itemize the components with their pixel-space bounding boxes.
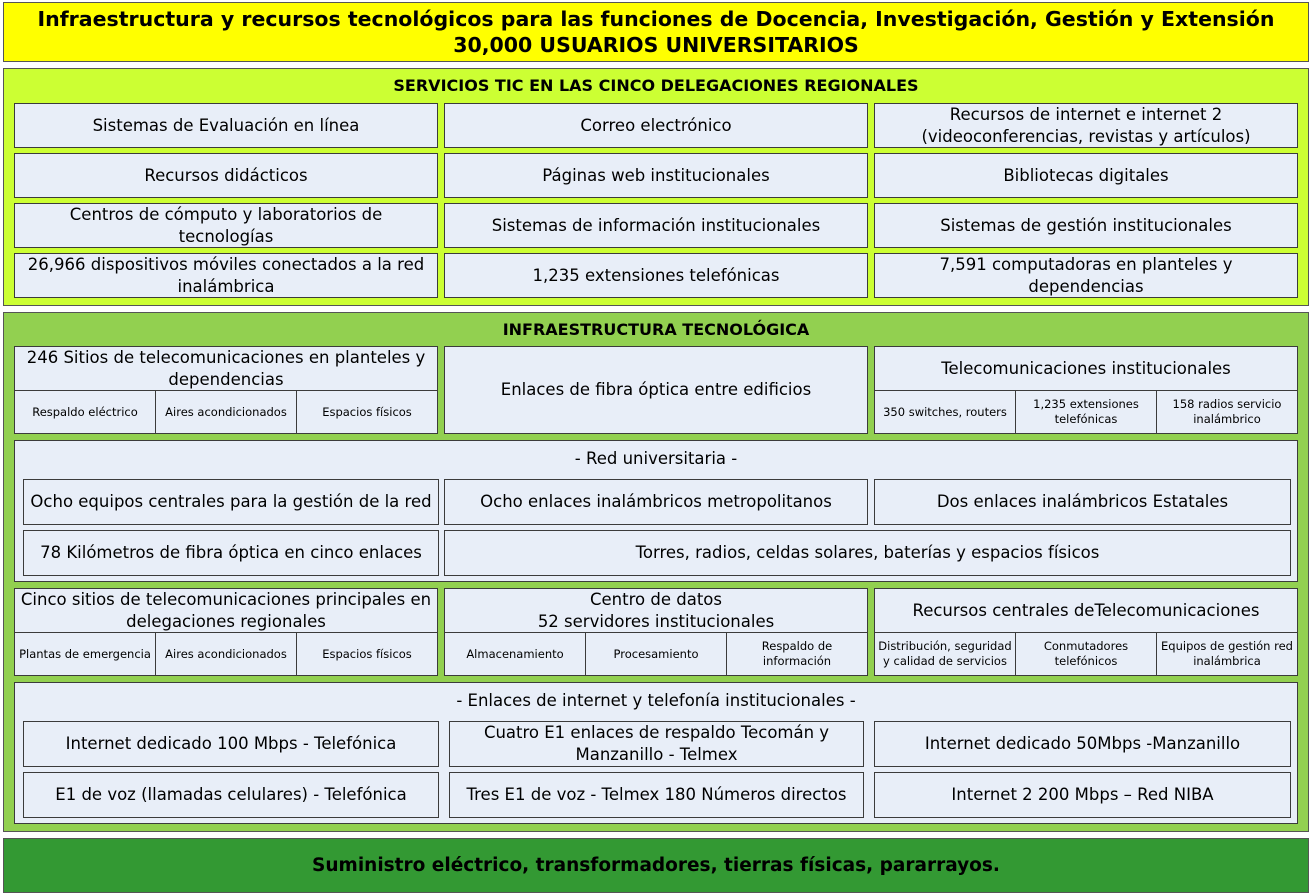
header-title: Infraestructura y recursos tecnológicos para las funciones de Docencia, Investigación, Gestión y Extensión: [37, 7, 1275, 31]
internet-links-title: - Enlaces de internet y telefonía institucionales -: [456, 691, 856, 710]
telecom-sub-item: 1,235 extensiones telefónicas: [1015, 391, 1156, 433]
main-sites-sub-item: Aires acondicionados: [155, 633, 296, 675]
sites-subrow: [15, 390, 437, 433]
internet-link-item: Internet 2 200 Mbps – Red NIBA: [874, 772, 1291, 818]
service-box: Sistemas de Evaluación en línea: [14, 103, 438, 148]
service-box: Correo electrónico: [444, 103, 868, 148]
telecom-subrow: [875, 390, 1297, 433]
central-resources-sub-item: Conmutadores telefónicos: [1015, 633, 1156, 675]
services-section: [3, 68, 1309, 306]
sites-panel: [14, 346, 438, 434]
power-supply-text: Suministro eléctrico, transformadores, tierras físicas, pararrayos.: [312, 855, 1000, 876]
service-box: Páginas web institucionales: [444, 153, 868, 198]
main-sites-sub-item: Plantas de emergencia: [19, 646, 151, 661]
service-box: Bibliotecas digitales: [874, 153, 1298, 198]
central-resources-panel: [874, 588, 1298, 676]
main-sites-subrow: [15, 632, 437, 675]
sites-title: 246 Sitios de telecomunicaciones en planteles y dependencias: [26, 348, 426, 389]
central-resources-sub-item: Equipos de gestión red inalámbrica: [1156, 633, 1297, 675]
datacenter-panel: [444, 588, 868, 676]
service-box: Recursos didácticos: [14, 153, 438, 198]
internet-links-group: [14, 682, 1298, 824]
main-sites-sub-item: Espacios físicos: [296, 633, 437, 675]
network-item: Dos enlaces inalámbricos Estatales: [874, 479, 1291, 525]
power-supply-banner: [3, 838, 1309, 893]
datacenter-sub-item: Respaldo de información: [726, 633, 867, 675]
network-group: [14, 440, 1298, 582]
internet-link-item: E1 de voz (llamadas celulares) - Telefónica: [23, 772, 439, 818]
datacenter-subrow: [445, 632, 867, 675]
internet-link-item: Internet dedicado 50Mbps -Manzanillo: [874, 721, 1291, 767]
telecom-sub-item: 350 switches, routers: [883, 404, 1007, 419]
network-item: Torres, radios, celdas solares, baterías y espacios físicos: [444, 530, 1291, 576]
telecom-title: Telecomunicaciones institucionales: [941, 359, 1231, 378]
header-users: 30,000 USUARIOS UNIVERSITARIOS: [453, 33, 859, 57]
infrastructure-title: INFRAESTRUCTURA TECNOLÓGICA: [502, 320, 810, 339]
service-box: Sistemas de información institucionales: [444, 203, 868, 248]
network-item: Ocho equipos centrales para la gestión de la red: [23, 479, 439, 525]
infrastructure-section: [3, 312, 1309, 832]
service-box: 26,966 dispositivos móviles conectados a la red inalámbrica: [14, 253, 438, 298]
internet-link-item: Cuatro E1 enlaces de respaldo Tecomán y Manzanillo - Telmex: [449, 721, 864, 767]
central-resources-title: Recursos centrales deTelecomunicaciones: [912, 601, 1260, 620]
network-item: Ocho enlaces inalámbricos metropolitanos: [444, 479, 868, 525]
main-sites-panel: [14, 588, 438, 676]
service-box: 7,591 computadoras en planteles y dependencias: [874, 253, 1298, 298]
datacenter-sub-item: Procesamiento: [585, 633, 726, 675]
internet-link-item: Internet dedicado 100 Mbps - Telefónica: [23, 721, 439, 767]
datacenter-title-line1: Centro de datos: [590, 590, 722, 609]
service-box: Sistemas de gestión institucionales: [874, 203, 1298, 248]
telecom-panel: [874, 346, 1298, 434]
service-box: 1,235 extensiones telefónicas: [444, 253, 868, 298]
service-box: Recursos de internet e internet 2 (videoconferencias, revistas y artículos): [874, 103, 1298, 148]
telecom-sub-item: 158 radios servicio inalámbrico: [1156, 391, 1297, 433]
network-item: 78 Kilómetros de fibra óptica en cinco enlaces: [23, 530, 439, 576]
datacenter-title: [445, 589, 867, 633]
sites-sub-item: Espacios físicos: [296, 391, 437, 433]
services-title: SERVICIOS TIC EN LAS CINCO DELEGACIONES REGIONALES: [393, 76, 919, 95]
sites-sub-item: Respaldo eléctrico: [32, 404, 138, 419]
datacenter-sub-item: Almacenamiento: [466, 646, 564, 661]
central-resources-sub-item: Distribución, seguridad y calidad de servicios: [878, 639, 1012, 668]
internet-link-item: Tres E1 de voz - Telmex 180 Números directos: [449, 772, 864, 818]
datacenter-title-line2: 52 servidores institucionales: [537, 612, 775, 631]
header-banner: [3, 2, 1309, 62]
central-resources-subrow: [875, 632, 1297, 675]
service-box: Centros de cómputo y laboratorios de tecnologías: [14, 203, 438, 248]
sites-sub-item: Aires acondicionados: [155, 391, 296, 433]
main-sites-title: Cinco sitios de telecomunicaciones principales en delegaciones regionales: [20, 590, 432, 631]
network-title: - Red universitaria -: [574, 449, 738, 468]
fiber-buildings-box: Enlaces de fibra óptica entre edificios: [444, 346, 868, 434]
